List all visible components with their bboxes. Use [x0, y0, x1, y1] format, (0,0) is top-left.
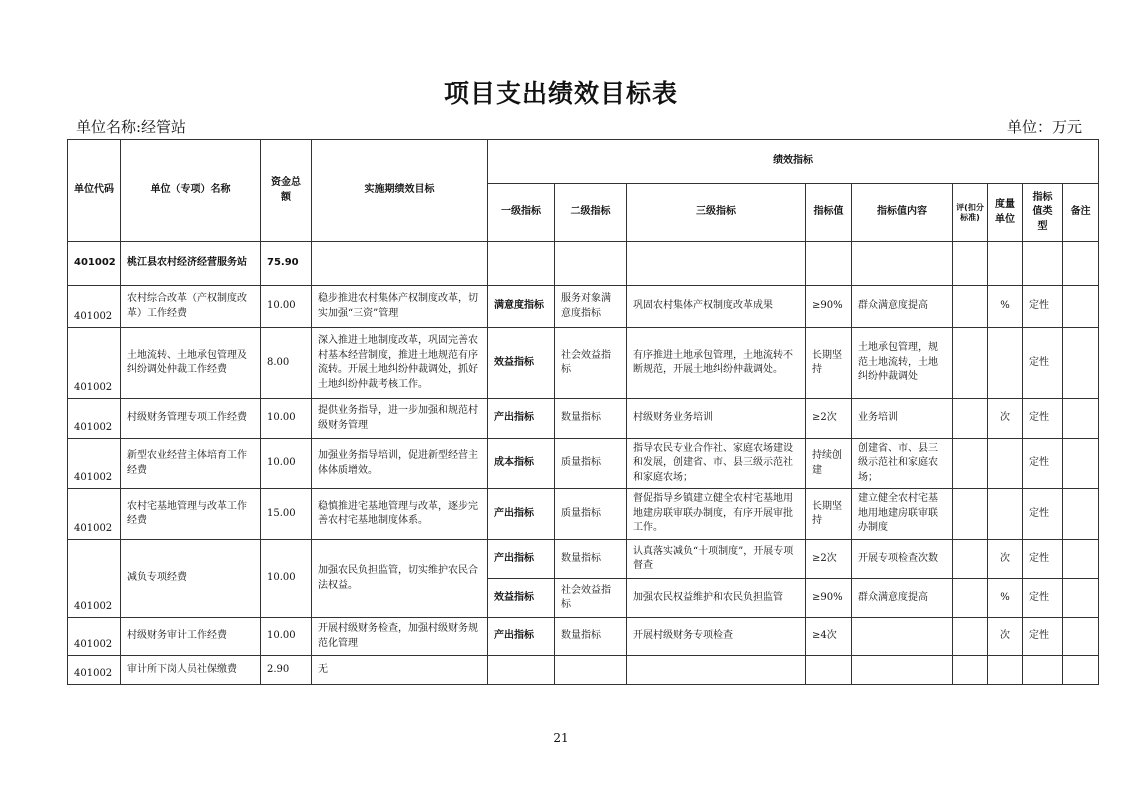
cell-code: 401002 [68, 540, 121, 618]
cell-remark [1063, 439, 1099, 489]
cell-type: 定性 [1023, 399, 1063, 439]
header-name: 单位（专项）名称 [121, 140, 261, 242]
cell-measure: 次 [988, 540, 1023, 579]
cell-value: ≥90% [806, 286, 852, 328]
cell-level1: 效益指标 [488, 579, 555, 618]
header-goal: 实施期绩效目标 [312, 140, 488, 242]
cell-level2: 社会效益指标 [555, 328, 627, 399]
cell-code: 401002 [68, 399, 121, 439]
cell-score [953, 540, 988, 579]
cell-level2: 服务对象满意度指标 [555, 286, 627, 328]
table-row [68, 656, 1099, 685]
cell-value: ≥90% [806, 579, 852, 618]
cell-level2: 数量指标 [555, 540, 627, 579]
cell-type: 定性 [1023, 579, 1063, 618]
cell-type: 定性 [1023, 489, 1063, 540]
cell-score [953, 286, 988, 328]
cell-content: 创建省、市、县三级示范社和家庭农场； [852, 439, 953, 489]
cell-level1: 成本指标 [488, 439, 555, 489]
cell-remark [1063, 328, 1099, 399]
cell-level2: 质量指标 [555, 439, 627, 489]
cell-goal: 加强农民负担监管，切实维护农民合法权益。 [312, 540, 488, 618]
header-remark: 备注 [1063, 184, 1099, 242]
cell-funds: 75.90 [261, 242, 312, 286]
summary-row [68, 242, 1099, 286]
cell-funds: 15.00 [261, 489, 312, 540]
cell-goal: 开展村级财务检查，加强村级财务规范化管理 [312, 618, 488, 656]
cell-goal: 无 [312, 656, 488, 685]
cell-measure [988, 439, 1023, 489]
cell-goal: 深入推进土地制度改革，巩固完善农村基本经营制度，推进土地规范有序流转。开展土地纠纷仲裁调处，抓好土地纠纷仲裁考核工作。 [312, 328, 488, 399]
cell-funds: 10.00 [261, 540, 312, 618]
cell-level1: 效益指标 [488, 328, 555, 399]
cell-value: ≥2次 [806, 540, 852, 579]
cell-score [953, 579, 988, 618]
cell-code: 401002 [68, 618, 121, 656]
cell-measure [988, 489, 1023, 540]
cell-content: 业务培训 [852, 399, 953, 439]
cell-name: 减负专项经费 [121, 540, 261, 618]
cell-name: 桃江县农村经济经营服务站 [121, 242, 261, 286]
cell-level3: 认真落实减负“十项制度”，开展专项督查 [627, 540, 806, 579]
cell-name: 土地流转、土地承包管理及纠纷调处仲裁工作经费 [121, 328, 261, 399]
header-type: 指标值类型 [1023, 184, 1063, 242]
cell-value: ≥4次 [806, 618, 852, 656]
table-row [68, 328, 1099, 399]
header-score: 评(扣分标准) [953, 184, 988, 242]
cell-remark [1063, 489, 1099, 540]
cell-level3: 指导农民专业合作社、家庭农场建设和发展，创建省、市、县三级示范社和家庭农场； [627, 439, 806, 489]
cell-code: 401002 [68, 286, 121, 328]
cell-type: 定性 [1023, 540, 1063, 579]
cell-content [852, 618, 953, 656]
cell-code: 401002 [68, 489, 121, 540]
cell-remark [1063, 579, 1099, 618]
cell-code: 401002 [68, 328, 121, 399]
cell-content: 土地承包管理，规范土地流转，土地纠纷仲裁调处 [852, 328, 953, 399]
cell-level3: 巩固农村集体产权制度改革成果 [627, 286, 806, 328]
header-indicators: 绩效指标 [488, 140, 1099, 184]
cell-funds: 10.00 [261, 399, 312, 439]
cell-measure: 次 [988, 618, 1023, 656]
page-title: 项目支出绩效目标表 [443, 79, 678, 108]
cell-level3: 村级财务业务培训 [627, 399, 806, 439]
cell-score [953, 618, 988, 656]
cell-type: 定性 [1023, 439, 1063, 489]
cell-score [953, 489, 988, 540]
cell-value: 持续创建 [806, 439, 852, 489]
cell-name: 农村综合改革（产权制度改革）工作经费 [121, 286, 261, 328]
cell-level3: 开展村级财务专项检查 [627, 618, 806, 656]
header-code: 单位代码 [68, 140, 121, 242]
cell-remark [1063, 286, 1099, 328]
cell-funds: 2.90 [261, 656, 312, 685]
cell-level2: 数量指标 [555, 399, 627, 439]
cell-level2: 社会效益指标 [555, 579, 627, 618]
cell-goal: 加强业务指导培训，促进新型经营主体体质增效。 [312, 439, 488, 489]
cell-funds: 8.00 [261, 328, 312, 399]
cell-level1: 产出指标 [488, 489, 555, 540]
page-number: 21 [553, 731, 569, 745]
cell-measure: % [988, 286, 1023, 328]
performance-table [67, 139, 1099, 685]
table-row [68, 286, 1099, 328]
cell-level1: 产出指标 [488, 540, 555, 579]
cell-content: 建立健全农村宅基地用地建房联审联办制度 [852, 489, 953, 540]
cell-type: 定性 [1023, 328, 1063, 399]
header-funds: 资金总额 [261, 140, 312, 242]
table-row [68, 540, 1099, 579]
cell-content: 群众满意度提高 [852, 286, 953, 328]
cell-funds: 10.00 [261, 286, 312, 328]
cell-content: 开展专项检查次数 [852, 540, 953, 579]
header-measure: 度量单位 [988, 184, 1023, 242]
cell-remark [1063, 618, 1099, 656]
cell-score [953, 399, 988, 439]
cell-level2: 数量指标 [555, 618, 627, 656]
table-row [68, 439, 1099, 489]
cell-funds: 10.00 [261, 618, 312, 656]
table-row [68, 399, 1099, 439]
cell-score [953, 439, 988, 489]
cell-measure: % [988, 579, 1023, 618]
cell-level3: 有序推进土地承包管理，土地流转不断规范，开展土地纠纷仲裁调处。 [627, 328, 806, 399]
cell-code: 401002 [68, 439, 121, 489]
cell-level1: 产出指标 [488, 399, 555, 439]
cell-value: 长期坚持 [806, 489, 852, 540]
cell-goal: 稳慎推进宅基地管理与改革，逐步完善农村宅基地制度体系。 [312, 489, 488, 540]
header-level3: 三级指标 [627, 184, 806, 242]
cell-level1: 产出指标 [488, 618, 555, 656]
table-row [68, 489, 1099, 540]
cell-name: 新型农业经营主体培育工作经费 [121, 439, 261, 489]
header-content: 指标值内容 [852, 184, 953, 242]
cell-measure [988, 328, 1023, 399]
currency-unit: 单位：万元 [1006, 118, 1082, 136]
cell-level3: 督促指导乡镇建立健全农村宅基地用地建房联审联办制度，有序开展审批工作。 [627, 489, 806, 540]
cell-goal: 提供业务指导，进一步加强和规范村级财务管理 [312, 399, 488, 439]
cell-value: ≥2次 [806, 399, 852, 439]
cell-name: 农村宅基地管理与改革工作经费 [121, 489, 261, 540]
cell-type: 定性 [1023, 286, 1063, 328]
unit-name: 单位名称:经管站 [76, 118, 187, 136]
cell-goal: 稳步推进农村集体产权制度改革，切实加强“三资”管理 [312, 286, 488, 328]
cell-name: 审计所下岗人员社保缴费 [121, 656, 261, 685]
cell-remark [1063, 399, 1099, 439]
cell-score [953, 328, 988, 399]
header-value: 指标值 [806, 184, 852, 242]
cell-content: 群众满意度提高 [852, 579, 953, 618]
cell-level2: 质量指标 [555, 489, 627, 540]
cell-code: 401002 [68, 656, 121, 685]
cell-level3: 加强农民权益维护和农民负担监管 [627, 579, 806, 618]
cell-remark [1063, 540, 1099, 579]
cell-level1: 满意度指标 [488, 286, 555, 328]
cell-code: 401002 [68, 242, 121, 286]
cell-type: 定性 [1023, 618, 1063, 656]
cell-measure: 次 [988, 399, 1023, 439]
header-level2: 二级指标 [555, 184, 627, 242]
cell-name: 村级财务审计工作经费 [121, 618, 261, 656]
cell-funds: 10.00 [261, 439, 312, 489]
header-level1: 一级指标 [488, 184, 555, 242]
cell-value: 长期坚持 [806, 328, 852, 399]
cell-name: 村级财务管理专项工作经费 [121, 399, 261, 439]
table-row [68, 618, 1099, 656]
